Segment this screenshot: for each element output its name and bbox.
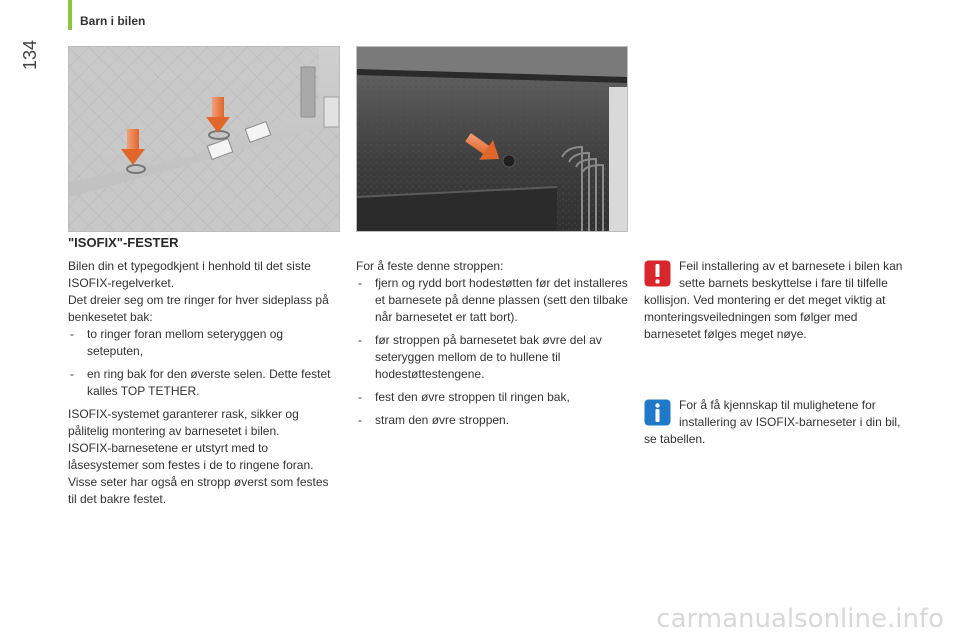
list-item: - før stroppen på barnesetet bak øvre del av seteryggen mellom de to hullene til hodestøttestengene. — [356, 332, 634, 383]
header-accent-bar — [68, 0, 72, 30]
warning-note — [644, 258, 914, 343]
list-item: - fjern og rydd bort hodestøtten før det installeres et barnesete på denne plassen (sett den tilbake når barnesetet er tatt bort). — [356, 275, 634, 326]
list-item: - stram den øvre stroppen. — [356, 412, 634, 429]
intro-paragraph: Bilen din et typegodkjent i henhold til det siste ISOFIX-regelverket. — [68, 259, 311, 290]
guarantee-paragraph: ISOFIX-systemet garanterer rask, sikker og pålitelig montering av barnesetet i bilen. — [68, 407, 299, 438]
warning-icon — [644, 260, 671, 287]
info-text: For å få kjennskap til mulighetene for installering av ISOFIX-barneseter i din bil, se tabellen. — [644, 398, 901, 446]
rings-intro-paragraph: Det dreier seg om tre ringer for hver sideplass på benkesetet bak: — [68, 293, 329, 324]
list-item: - to ringer foran mellom seteryggen og seteputen, — [68, 326, 336, 360]
isofix-description-column — [68, 258, 336, 508]
isofix-seat-photo — [68, 46, 340, 232]
top-tether-photo — [356, 46, 628, 232]
info-icon — [644, 399, 671, 426]
strap-paragraph: Visse seter har også en stropp øverst som festes til det bakre festet. — [68, 475, 329, 506]
section-title: "ISOFIX"-FESTER — [68, 235, 179, 250]
info-note — [644, 397, 914, 448]
section-header: Barn i bilen — [80, 14, 146, 28]
watermark: carmanualsonline.info — [656, 604, 944, 634]
locking-paragraph: ISOFIX-barnesetene er utstyrt med to låsesystemer som festes i de to ringene foran. — [68, 441, 314, 472]
list-item: - en ring bak for den øverste selen. Dette festet kalles TOP TETHER. — [68, 366, 336, 400]
page-number: 134 — [20, 39, 40, 70]
instructions-intro: For å feste denne stroppen: — [356, 259, 504, 273]
tether-instructions-column — [356, 258, 634, 429]
list-item: - fest den øvre stroppen til ringen bak, — [356, 389, 634, 406]
warning-text: Feil installering av et barnesete i bilen kan sette barnets beskyttelse i fare til tilfelle kollisjon. Ved montering er det meget viktig at monteringsveiledningen som følger med barnesetet følges meget nøye. — [644, 259, 903, 341]
notes-column — [644, 258, 914, 448]
